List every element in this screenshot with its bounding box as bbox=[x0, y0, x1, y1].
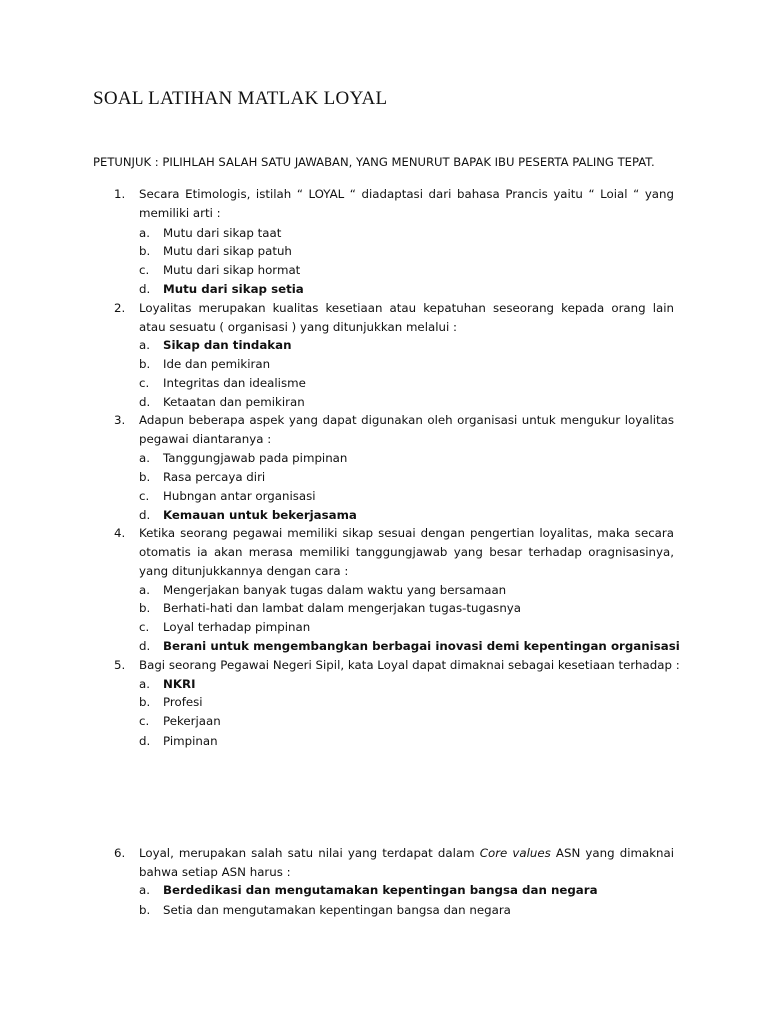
option-text: Hubngan antar organisasi bbox=[163, 489, 316, 503]
option-letter: a. bbox=[139, 226, 150, 240]
instruction-text: PETUNJUK : PILIHLAH SALAH SATU JAWABAN, YANG MENURUT BAPAK IBU PESERTA PALING TEPAT. bbox=[93, 155, 655, 169]
option-text: Mengerjakan banyak tugas dalam waktu yang bersamaan bbox=[163, 583, 507, 597]
option-letter: b. bbox=[139, 601, 151, 615]
question-text bbox=[139, 844, 674, 882]
option-letter: d. bbox=[139, 734, 151, 748]
option-letter: b. bbox=[139, 470, 151, 484]
option-text-answer: Kemauan untuk bekerjasama bbox=[163, 508, 357, 522]
option-letter: c. bbox=[139, 489, 150, 503]
option-text: Integritas dan idealisme bbox=[163, 376, 306, 390]
question-number: 5. bbox=[114, 658, 126, 672]
option-letter: a. bbox=[139, 883, 150, 897]
option-letter: c. bbox=[139, 376, 150, 390]
question-number: 2. bbox=[114, 301, 126, 315]
option-letter: d. bbox=[139, 282, 151, 296]
option-letter: a. bbox=[139, 451, 150, 465]
option-letter: b. bbox=[139, 244, 151, 258]
option-text: Ide dan pemikiran bbox=[163, 357, 271, 371]
option-letter: c. bbox=[139, 714, 150, 728]
question-number: 1. bbox=[114, 187, 126, 201]
question-text: Adapun beberapa aspek yang dapat digunakan oleh organisasi untuk mengukur loyalitas pegawai diantaranya : bbox=[139, 413, 674, 446]
option-text: Mutu dari sikap patuh bbox=[163, 244, 292, 258]
option-letter: a. bbox=[139, 583, 150, 597]
question-text: Bagi seorang Pegawai Negeri Sipil, kata Loyal dapat dimaknai sebagai kesetiaan terhadap : bbox=[139, 658, 680, 672]
question-number: 3. bbox=[114, 413, 126, 427]
question-text-italic: Core values bbox=[479, 846, 551, 860]
option-text: Mutu dari sikap hormat bbox=[163, 263, 301, 277]
option-letter: b. bbox=[139, 903, 151, 917]
question-text: Secara Etimologis, istilah “ LOYAL “ diadaptasi dari bahasa Prancis yaitu “ Loial “ yang memiliki arti : bbox=[139, 187, 674, 220]
option-letter: d. bbox=[139, 395, 151, 409]
question-number: 6. bbox=[114, 846, 126, 860]
option-text: Pimpinan bbox=[163, 734, 218, 748]
option-text: Profesi bbox=[163, 695, 203, 709]
option-letter: b. bbox=[139, 357, 151, 371]
question-text-end: ASN yang dimaknai bahwa setiap ASN harus : bbox=[139, 846, 675, 879]
question-number: 4. bbox=[114, 526, 126, 540]
option-letter: a. bbox=[139, 677, 150, 691]
option-text: Pekerjaan bbox=[163, 714, 221, 728]
option-text: Ketaatan dan pemikiran bbox=[163, 395, 305, 409]
option-letter: b. bbox=[139, 695, 151, 709]
option-letter: c. bbox=[139, 620, 150, 634]
option-text-answer: Mutu dari sikap setia bbox=[163, 282, 304, 296]
option-text: Mutu dari sikap taat bbox=[163, 226, 282, 240]
option-text-answer: Sikap dan tindakan bbox=[163, 338, 292, 352]
option-letter: d. bbox=[139, 508, 151, 522]
option-text: Setia dan mengutamakan kepentingan bangsa dan negara bbox=[163, 903, 511, 917]
option-text-answer: NKRI bbox=[163, 677, 196, 691]
option-letter: a. bbox=[139, 338, 150, 352]
option-text: Tanggungjawab pada pimpinan bbox=[163, 451, 348, 465]
page-title: SOAL LATIHAN MATLAK LOYAL bbox=[93, 88, 388, 109]
question-text-start: Loyal, merupakan salah satu nilai yang terdapat dalam bbox=[139, 846, 480, 860]
question-text: Ketika seorang pegawai memiliki sikap sesuai dengan pengertian loyalitas, maka secara otomatis ia akan merasa memiliki tanggungjawab yang besar terhadap oragnisasinya, yang ditunjukkannya dengan cara : bbox=[139, 526, 674, 578]
question-text: Loyalitas merupakan kualitas kesetiaan atau kepatuhan seseorang kepada orang lain atau sesuatu ( organisasi ) yang ditunjukkan melalui : bbox=[139, 301, 674, 334]
option-text: Berhati-hati dan lambat dalam mengerjakan tugas-tugasnya bbox=[163, 601, 522, 615]
option-text-answer: Berdedikasi dan mengutamakan kepentingan bangsa dan negara bbox=[163, 883, 598, 897]
option-text: Rasa percaya diri bbox=[163, 470, 266, 484]
option-text-answer: Berani untuk mengembangkan berbagai inovasi demi kepentingan organisasi bbox=[163, 639, 680, 653]
option-letter: c. bbox=[139, 263, 150, 277]
option-letter: d. bbox=[139, 639, 151, 653]
option-text: Loyal terhadap pimpinan bbox=[163, 620, 311, 634]
